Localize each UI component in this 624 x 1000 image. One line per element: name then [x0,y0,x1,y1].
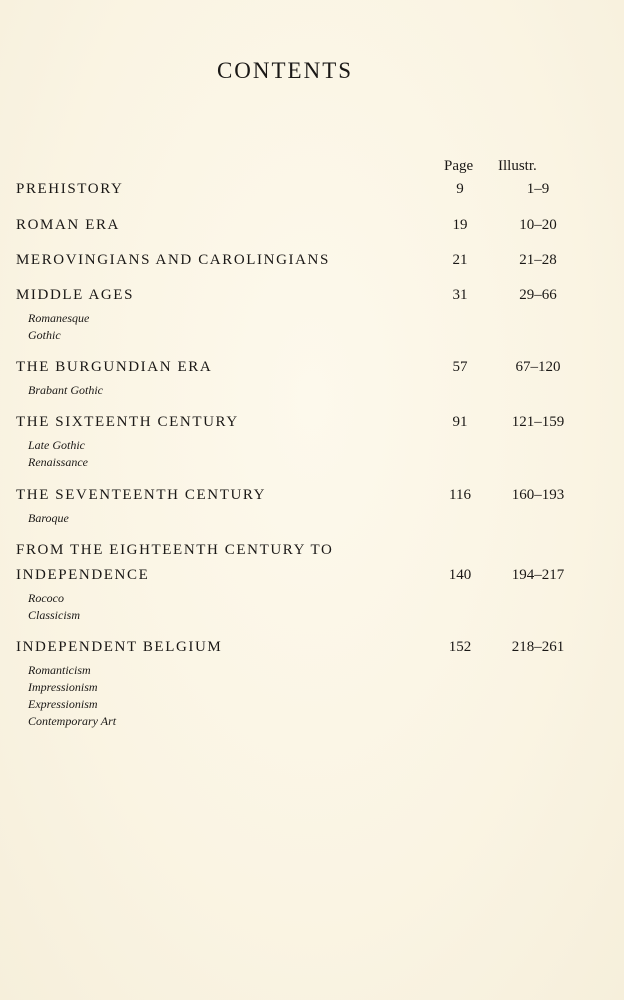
toc-entry-seventeenth-century[interactable] [16,483,586,527]
entry-illustration-range: 194–217 [511,567,565,583]
entry-title-line: MEROVINGIANS AND CAROLINGIANS [16,252,330,268]
toc-entry-sixteenth-century[interactable] [16,410,586,471]
entry-illustration-range: 29–66 [519,287,557,303]
entry-subtopics [28,662,586,730]
entry-page-number: 152 [448,639,472,655]
entry-illustration-range: 218–261 [511,639,565,655]
toc-entry-independent-belgium[interactable] [16,635,586,730]
entry-subtopics [28,382,586,399]
entry-illustration-range: 10–20 [519,217,557,233]
column-header-page: Page [444,158,474,174]
toc-entry-merovingians[interactable] [16,248,586,273]
entry-illustration-range: 121–159 [511,414,565,430]
entry-illustration-range: 67–120 [515,359,561,375]
subtopic: Expressionism [28,697,98,711]
toc-entry-middle-ages[interactable] [16,283,586,344]
subtopic: Romanticism [28,663,91,677]
toc-entry-eighteenth-century[interactable] [16,538,586,624]
entry-subtopics [28,310,586,344]
entry-page-number: 21 [452,252,468,268]
subtopic: Classicism [28,608,81,622]
entry-page-number: 140 [448,567,472,583]
entry-title-line: THE BURGUNDIAN ERA [16,359,213,375]
entry-page-number: 9 [456,181,464,197]
entry-page-number: 116 [449,487,471,503]
entry-illustration-range: 1–9 [526,181,550,197]
toc-entry-roman-era[interactable] [16,213,586,238]
entry-title-line: THE SEVENTEENTH CENTURY [16,487,267,503]
subtopic: Brabant Gothic [28,383,103,397]
entry-subtopics [28,510,586,527]
entry-title-line: MIDDLE AGES [16,287,135,303]
subtopic: Gothic [28,328,61,342]
entry-title-line: INDEPENDENCE [16,567,150,583]
entry-title-line: PREHISTORY [16,181,124,197]
toc-entry-prehistory[interactable] [16,177,586,202]
subtopic: Baroque [28,511,69,525]
column-header-illustrations: Illustr. [498,158,537,174]
entry-title-line: THE SIXTEENTH CENTURY [16,414,239,430]
entry-title-line: INDEPENDENT BELGIUM [16,639,223,655]
entry-page-number: 31 [452,287,468,303]
subtopic: Renaissance [28,455,88,469]
subtopic: Rococo [28,591,64,605]
subtopic: Contemporary Art [28,714,117,728]
entry-subtopics [28,437,586,471]
entry-page-number: 91 [452,414,468,430]
entry-title-line: ROMAN ERA [16,217,120,233]
subtopic: Romanesque [28,311,90,325]
entry-page-number: 57 [452,359,468,375]
page-title: CONTENTS [216,58,354,83]
entry-title-line: FROM THE EIGHTEENTH CENTURY TO [16,542,334,558]
entry-page-number: 19 [452,217,468,233]
subtopic: Late Gothic [28,438,85,452]
entry-subtopics [28,590,586,624]
subtopic: Impressionism [28,680,98,694]
entry-illustration-range: 21–28 [519,252,557,268]
toc-entry-burgundian-era[interactable] [16,355,586,399]
entry-illustration-range: 160–193 [511,487,565,503]
